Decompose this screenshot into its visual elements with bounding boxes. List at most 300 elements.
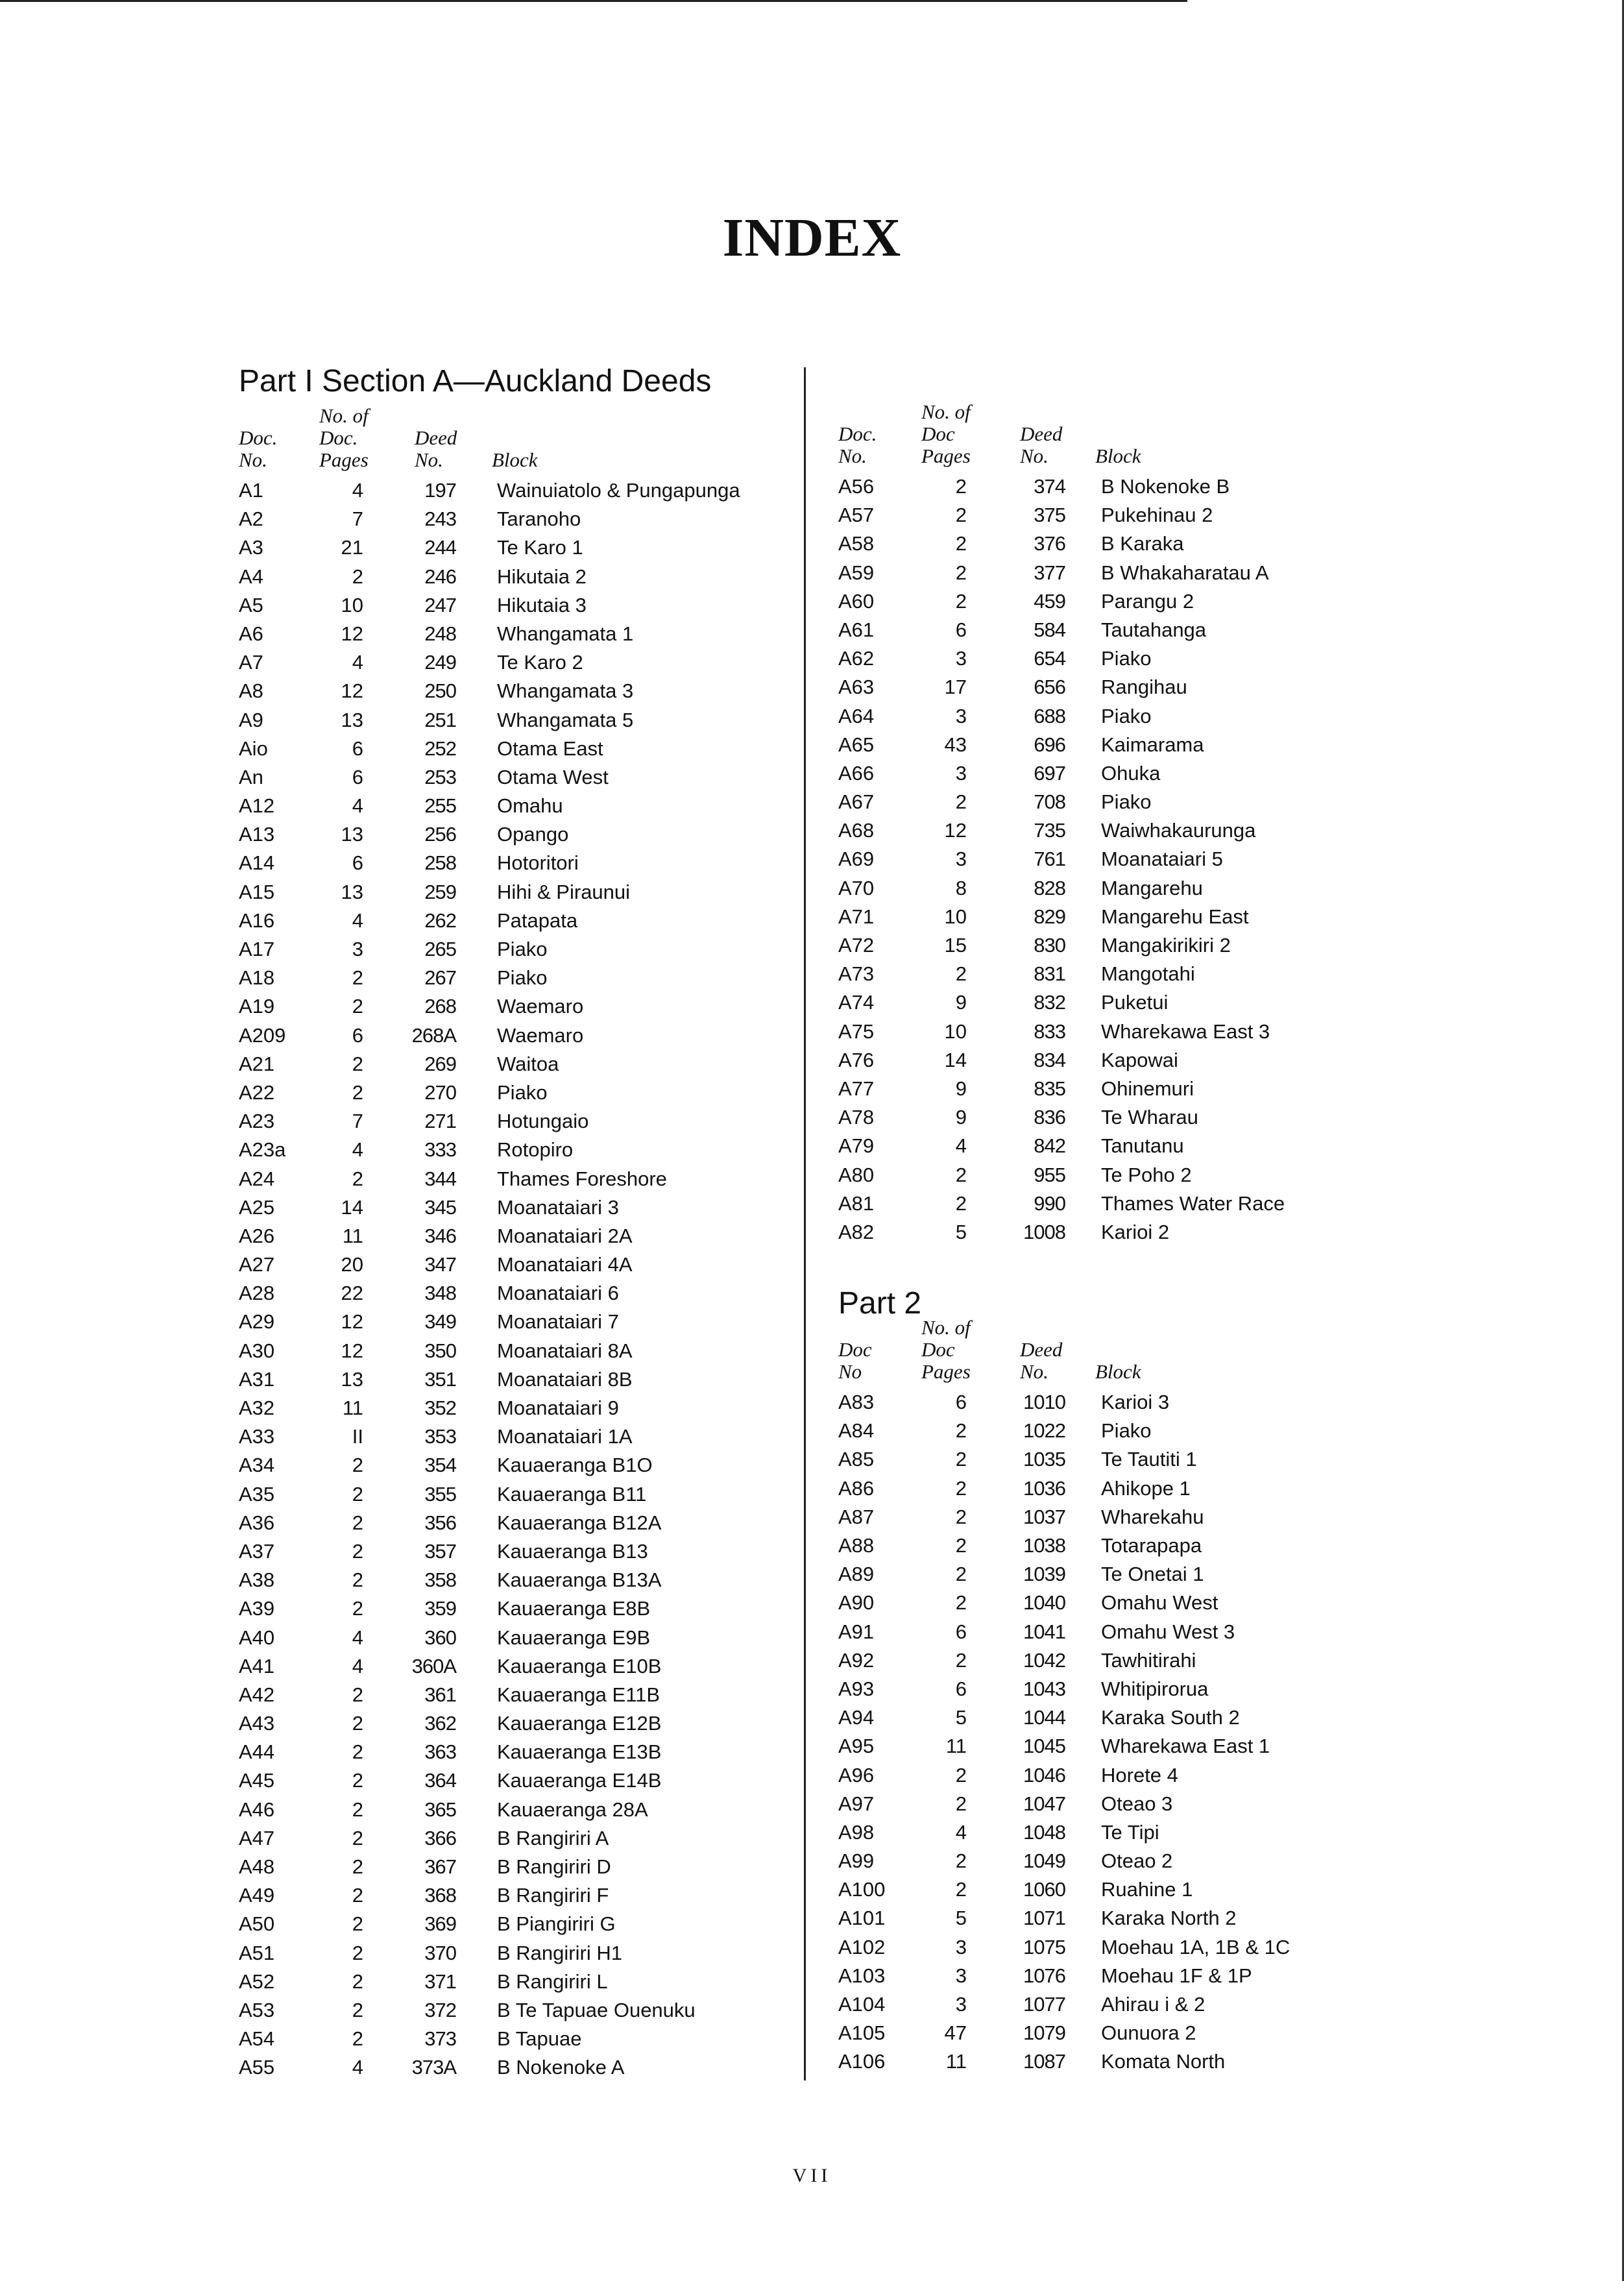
deed-number: 243 bbox=[424, 507, 456, 531]
deed-number: 268 bbox=[424, 995, 456, 1018]
table-row bbox=[838, 587, 1396, 616]
table-row bbox=[239, 1451, 797, 1480]
right-table-body bbox=[838, 472, 1396, 1247]
left-table-body bbox=[239, 476, 797, 2082]
block-name: Pukehinau 2 bbox=[1101, 504, 1213, 527]
table-row bbox=[239, 1107, 797, 1136]
doc-pages: 3 bbox=[955, 647, 967, 670]
block-name: Ohuka bbox=[1101, 761, 1161, 785]
table-row bbox=[838, 1589, 1396, 1617]
block-name: Piako bbox=[497, 1080, 548, 1104]
header-deed-no: Deed No. bbox=[415, 426, 457, 471]
header-block: Block bbox=[1095, 445, 1141, 467]
doc-number: A35 bbox=[239, 1482, 275, 1506]
deed-number: 1022 bbox=[1023, 1419, 1065, 1443]
doc-pages: 2 bbox=[955, 504, 967, 527]
block-name: Totarapapa bbox=[1101, 1534, 1202, 1557]
doc-number: A88 bbox=[838, 1534, 875, 1557]
doc-pages: 7 bbox=[352, 507, 363, 531]
block-name: Patapata bbox=[497, 909, 578, 932]
table-row bbox=[239, 1796, 797, 1824]
deed-number: 833 bbox=[1034, 1019, 1065, 1043]
table-row bbox=[239, 1566, 797, 1594]
block-name: Whangamata 5 bbox=[497, 708, 634, 731]
block-name: Kauaeranga E10B bbox=[497, 1654, 662, 1677]
doc-pages: 2 bbox=[955, 1476, 967, 1500]
deed-number: 459 bbox=[1034, 589, 1065, 613]
table-row bbox=[838, 2047, 1396, 2076]
block-name: Te Wharau bbox=[1101, 1106, 1198, 1129]
table-row bbox=[239, 1624, 797, 1652]
doc-number: A68 bbox=[838, 819, 875, 842]
doc-pages: 10 bbox=[341, 593, 363, 616]
doc-pages: 2 bbox=[352, 1884, 363, 1907]
block-name: Mangotahi bbox=[1101, 962, 1195, 986]
block-name: Ohinemuri bbox=[1101, 1077, 1194, 1100]
deed-number: 368 bbox=[424, 1884, 456, 1907]
deed-number: 348 bbox=[424, 1282, 456, 1305]
table-row bbox=[239, 820, 797, 849]
doc-pages: 2 bbox=[352, 1941, 363, 1964]
doc-pages: 2 bbox=[352, 1970, 363, 1993]
block-name: Waemaro bbox=[497, 995, 584, 1018]
deed-number: 350 bbox=[424, 1339, 456, 1362]
block-name: Kauaeranga B1O bbox=[497, 1454, 653, 1477]
doc-number: A62 bbox=[838, 647, 875, 670]
table-row bbox=[239, 792, 797, 820]
deed-number: 355 bbox=[424, 1482, 456, 1506]
doc-number: A36 bbox=[239, 1511, 275, 1534]
doc-number: A48 bbox=[239, 1855, 275, 1878]
block-name: Moanataiari 9 bbox=[497, 1397, 619, 1419]
table-row bbox=[239, 1594, 797, 1623]
deed-number: 1045 bbox=[1023, 1735, 1065, 1758]
table-row bbox=[838, 1933, 1396, 1962]
doc-pages: 12 bbox=[341, 1339, 363, 1362]
table-row bbox=[838, 1761, 1396, 1790]
doc-number: A33 bbox=[239, 1425, 275, 1448]
doc-pages: 2 bbox=[352, 1740, 363, 1764]
doc-number: A4 bbox=[239, 565, 263, 588]
doc-number: A103 bbox=[838, 1964, 886, 1987]
block-name: Moanataiari 8A bbox=[497, 1339, 633, 1362]
table-row bbox=[239, 1480, 797, 1509]
doc-number: A19 bbox=[239, 995, 275, 1018]
table-row bbox=[838, 702, 1396, 731]
column-divider bbox=[804, 367, 806, 2080]
deed-number: 252 bbox=[424, 737, 456, 760]
deed-number: 363 bbox=[424, 1740, 456, 1764]
deed-number: 1046 bbox=[1023, 1763, 1065, 1787]
header-block: Block bbox=[492, 448, 538, 471]
doc-number: A86 bbox=[838, 1476, 875, 1500]
doc-number: A46 bbox=[239, 1798, 275, 1821]
doc-number: A89 bbox=[838, 1563, 875, 1586]
block-name: Rangihau bbox=[1101, 676, 1187, 699]
doc-pages: 10 bbox=[944, 905, 967, 928]
table-row bbox=[239, 735, 797, 763]
block-name: B Rangiriri D bbox=[497, 1855, 611, 1878]
table-row bbox=[838, 2019, 1396, 2047]
block-name: Parangu 2 bbox=[1101, 589, 1194, 613]
block-name: Moanataiari 7 bbox=[497, 1310, 619, 1334]
doc-pages: 4 bbox=[352, 2056, 363, 2079]
table-row bbox=[838, 472, 1396, 501]
block-name: Piako bbox=[1101, 790, 1152, 814]
doc-pages: 6 bbox=[955, 618, 967, 641]
deed-number: 1040 bbox=[1023, 1591, 1065, 1615]
block-name: Karaka South 2 bbox=[1101, 1706, 1240, 1729]
doc-number: A2 bbox=[239, 507, 263, 531]
deed-number: 374 bbox=[1034, 475, 1065, 498]
header-deed-no: Deed No. bbox=[1020, 1338, 1063, 1384]
table-row bbox=[838, 1161, 1396, 1189]
doc-pages: 2 bbox=[352, 2027, 363, 2051]
doc-number: A105 bbox=[838, 2021, 886, 2045]
doc-number: A31 bbox=[239, 1367, 275, 1391]
table-row bbox=[838, 1046, 1396, 1075]
table-row bbox=[239, 1853, 797, 1881]
doc-number: A79 bbox=[838, 1134, 875, 1158]
block-name: Kauaeranga 28A bbox=[497, 1798, 648, 1821]
table-row bbox=[838, 1503, 1396, 1531]
doc-pages: 15 bbox=[944, 934, 967, 957]
block-name: Moanataiari 1A bbox=[497, 1425, 633, 1448]
deed-number: 333 bbox=[424, 1138, 456, 1162]
deed-number: 1049 bbox=[1023, 1849, 1065, 1873]
doc-pages: 3 bbox=[352, 938, 363, 960]
doc-number: A209 bbox=[239, 1023, 286, 1047]
deed-number: 344 bbox=[424, 1167, 456, 1190]
doc-number: Aio bbox=[239, 737, 268, 760]
doc-pages: 43 bbox=[944, 733, 967, 756]
doc-number: A45 bbox=[239, 1769, 275, 1792]
doc-pages: 2 bbox=[955, 1648, 967, 1672]
table-row bbox=[239, 591, 797, 620]
deed-number: 1010 bbox=[1023, 1391, 1065, 1414]
deed-number: 377 bbox=[1034, 561, 1065, 584]
block-name: Karioi 2 bbox=[1101, 1220, 1170, 1243]
doc-pages: 2 bbox=[955, 1448, 967, 1471]
doc-number: A43 bbox=[239, 1712, 275, 1735]
doc-number: A12 bbox=[239, 794, 275, 818]
table-row bbox=[838, 1818, 1396, 1847]
left-table-header bbox=[239, 405, 797, 476]
doc-pages: 17 bbox=[944, 676, 967, 699]
doc-pages: 2 bbox=[352, 1998, 363, 2021]
doc-pages: 2 bbox=[352, 1769, 363, 1792]
block-name: B Rangiriri A bbox=[497, 1826, 609, 1849]
header-doc-pages: No. of Doc Pages bbox=[921, 400, 971, 467]
doc-pages: 14 bbox=[944, 1048, 967, 1071]
doc-pages: 2 bbox=[955, 1534, 967, 1557]
doc-pages: 2 bbox=[955, 1878, 967, 1901]
doc-number: A85 bbox=[838, 1448, 875, 1471]
table-row bbox=[838, 1847, 1396, 1875]
doc-pages: 4 bbox=[955, 1820, 967, 1844]
doc-number: A87 bbox=[838, 1505, 875, 1528]
block-name: B Rangiriri F bbox=[497, 1884, 609, 1907]
deed-number: 267 bbox=[424, 966, 456, 990]
block-name: B Te Tapuae Ouenuku bbox=[497, 1998, 696, 2021]
doc-number: A9 bbox=[239, 708, 263, 731]
doc-number: A65 bbox=[838, 733, 875, 756]
deed-number: 360 bbox=[424, 1626, 456, 1649]
block-name: Te Onetai 1 bbox=[1101, 1563, 1204, 1586]
doc-pages: 8 bbox=[955, 876, 967, 899]
doc-number: A60 bbox=[838, 589, 875, 613]
table-row bbox=[239, 1509, 797, 1537]
table-row bbox=[239, 1996, 797, 2025]
doc-number: A94 bbox=[838, 1706, 875, 1729]
doc-pages: 11 bbox=[945, 2050, 967, 2073]
table-row bbox=[239, 1422, 797, 1451]
table-row bbox=[239, 1652, 797, 1681]
table-row bbox=[239, 1824, 797, 1853]
table-row bbox=[239, 935, 797, 964]
block-name: Moehau 1A, 1B & 1C bbox=[1101, 1935, 1291, 1958]
doc-number: A74 bbox=[838, 991, 875, 1014]
block-name: B Piangiriri G bbox=[497, 1912, 616, 1936]
deed-number: 268A bbox=[411, 1023, 456, 1047]
block-name: Kauaeranga E14B bbox=[497, 1769, 662, 1792]
part2-table-header bbox=[838, 1316, 1396, 1388]
block-name: Kauaeranga B13 bbox=[497, 1539, 648, 1563]
table-row bbox=[239, 1681, 797, 1709]
doc-pages: 2 bbox=[955, 475, 967, 498]
block-name: B Karaka bbox=[1101, 532, 1184, 555]
block-name: Tanutanu bbox=[1101, 1134, 1184, 1158]
block-name: Moanataiari 8B bbox=[497, 1367, 633, 1391]
deed-number: 354 bbox=[424, 1454, 456, 1477]
deed-number: 828 bbox=[1034, 876, 1065, 899]
deed-number: 269 bbox=[424, 1052, 456, 1075]
block-name: Waemaro bbox=[497, 1023, 584, 1047]
doc-number: A100 bbox=[838, 1878, 886, 1901]
doc-pages: 2 bbox=[352, 1855, 363, 1878]
deed-number: 346 bbox=[424, 1224, 456, 1247]
table-row bbox=[239, 563, 797, 591]
doc-number: A70 bbox=[838, 876, 875, 899]
doc-number: A73 bbox=[838, 962, 875, 986]
table-row bbox=[838, 1904, 1396, 1933]
table-row bbox=[239, 706, 797, 735]
table-row bbox=[838, 673, 1396, 701]
doc-number: A57 bbox=[838, 504, 875, 527]
page-top-border bbox=[0, 0, 1187, 2]
table-row bbox=[239, 964, 797, 992]
table-row bbox=[239, 1881, 797, 1910]
block-name: Oteao 3 bbox=[1101, 1792, 1173, 1815]
doc-pages: 11 bbox=[342, 1397, 363, 1419]
block-name: B Nokenoke B bbox=[1101, 475, 1230, 498]
doc-number: A55 bbox=[239, 2056, 275, 2079]
table-row bbox=[239, 1968, 797, 1996]
doc-pages: 12 bbox=[341, 679, 363, 703]
table-row bbox=[239, 878, 797, 907]
table-row bbox=[838, 1560, 1396, 1589]
doc-number: A92 bbox=[838, 1648, 875, 1672]
table-row bbox=[239, 1910, 797, 1938]
deed-number: 262 bbox=[424, 909, 456, 932]
doc-pages: 2 bbox=[955, 1563, 967, 1586]
doc-number: A61 bbox=[838, 618, 875, 641]
part2-heading: Part 2 bbox=[838, 1286, 922, 1321]
doc-pages: 6 bbox=[352, 765, 363, 788]
block-name: Mangakirikiri 2 bbox=[1101, 934, 1231, 957]
doc-pages: 4 bbox=[352, 651, 363, 674]
deed-number: 1079 bbox=[1023, 2021, 1065, 2045]
block-name: Te Tautiti 1 bbox=[1101, 1448, 1197, 1471]
doc-number: A44 bbox=[239, 1740, 275, 1764]
doc-number: A28 bbox=[239, 1282, 275, 1305]
block-name: Whangamata 1 bbox=[497, 622, 634, 645]
table-row bbox=[838, 988, 1396, 1017]
doc-number: A3 bbox=[239, 536, 263, 559]
doc-number: A56 bbox=[838, 475, 875, 498]
deed-number: 1076 bbox=[1023, 1964, 1065, 1987]
block-name: Te Karo 2 bbox=[497, 651, 583, 674]
doc-number: An bbox=[239, 765, 263, 788]
header-deed-no: Deed No. bbox=[1020, 422, 1063, 467]
doc-pages: 2 bbox=[352, 1454, 363, 1477]
doc-pages: 3 bbox=[955, 1964, 967, 1987]
deed-number: 250 bbox=[424, 679, 456, 703]
doc-pages: 6 bbox=[352, 737, 363, 760]
block-name: B Tapuae bbox=[497, 2027, 582, 2051]
page-title: INDEX bbox=[722, 208, 902, 268]
doc-pages: II bbox=[352, 1425, 363, 1448]
doc-pages: 4 bbox=[352, 794, 363, 818]
block-name: B Rangiriri L bbox=[497, 1970, 608, 1993]
deed-number: 358 bbox=[424, 1568, 456, 1592]
table-row bbox=[239, 1165, 797, 1193]
doc-number: A95 bbox=[838, 1735, 875, 1758]
doc-number: A78 bbox=[838, 1106, 875, 1129]
deed-number: 831 bbox=[1034, 962, 1065, 986]
deed-number: 359 bbox=[424, 1597, 456, 1620]
table-row bbox=[838, 616, 1396, 644]
doc-number: A37 bbox=[239, 1539, 275, 1563]
doc-pages: 2 bbox=[955, 790, 967, 814]
table-row bbox=[239, 907, 797, 935]
doc-number: A17 bbox=[239, 938, 275, 960]
table-row bbox=[838, 816, 1396, 845]
block-name: Piako bbox=[1101, 1419, 1152, 1443]
block-name: Mangarehu bbox=[1101, 876, 1203, 899]
doc-pages: 13 bbox=[341, 708, 363, 731]
deed-number: 842 bbox=[1034, 1134, 1065, 1158]
doc-number: A80 bbox=[838, 1163, 875, 1186]
doc-number: A18 bbox=[239, 966, 275, 990]
block-name: Kauaeranga E9B bbox=[497, 1626, 651, 1649]
table-row bbox=[239, 2025, 797, 2053]
part1-heading: Part I Section A—Auckland Deeds bbox=[239, 364, 712, 398]
table-row bbox=[838, 530, 1396, 558]
doc-pages: 6 bbox=[955, 1620, 967, 1643]
doc-number: A69 bbox=[838, 848, 875, 871]
doc-number: A50 bbox=[239, 1912, 275, 1936]
block-name: Piako bbox=[497, 938, 548, 960]
doc-pages: 2 bbox=[352, 1712, 363, 1735]
doc-pages: 7 bbox=[352, 1110, 363, 1133]
block-name: Moanataiari 6 bbox=[497, 1282, 619, 1305]
doc-number: A67 bbox=[838, 790, 875, 814]
table-row bbox=[838, 731, 1396, 759]
doc-number: A101 bbox=[838, 1907, 886, 1930]
deed-number: 761 bbox=[1034, 848, 1065, 871]
deed-number: 836 bbox=[1034, 1106, 1065, 1129]
deed-number: 835 bbox=[1034, 1077, 1065, 1100]
doc-number: A24 bbox=[239, 1167, 275, 1190]
doc-number: A64 bbox=[838, 704, 875, 727]
block-name: Hotoritori bbox=[497, 851, 579, 875]
table-row bbox=[239, 763, 797, 792]
doc-pages: 2 bbox=[352, 1912, 363, 1936]
doc-pages: 12 bbox=[341, 622, 363, 645]
deed-number: 362 bbox=[424, 1712, 456, 1735]
block-name: Thames Foreshore bbox=[497, 1167, 667, 1190]
doc-number: A96 bbox=[838, 1763, 875, 1787]
doc-number: A23a bbox=[239, 1138, 286, 1162]
deed-number: 829 bbox=[1034, 905, 1065, 928]
doc-pages: 4 bbox=[352, 909, 363, 932]
table-row bbox=[838, 1218, 1396, 1247]
deed-number: 360A bbox=[411, 1654, 456, 1677]
doc-pages: 20 bbox=[341, 1253, 363, 1276]
block-name: Hikutaia 3 bbox=[497, 593, 587, 616]
doc-pages: 2 bbox=[955, 1792, 967, 1815]
header-doc-no: Doc. No. bbox=[239, 426, 278, 471]
block-name: Waitoa bbox=[497, 1052, 559, 1075]
deed-number: 246 bbox=[424, 565, 456, 588]
deed-number: 244 bbox=[424, 536, 456, 559]
doc-pages: 2 bbox=[955, 561, 967, 584]
doc-pages: 13 bbox=[341, 880, 363, 903]
table-row bbox=[239, 476, 797, 505]
deed-number: 356 bbox=[424, 1511, 456, 1534]
doc-pages: 5 bbox=[955, 1220, 967, 1243]
block-name: Ounuora 2 bbox=[1101, 2021, 1196, 2045]
doc-pages: 47 bbox=[944, 2021, 967, 2045]
block-name: B Rangiriri H1 bbox=[497, 1941, 622, 1964]
table-row bbox=[239, 1766, 797, 1795]
doc-pages: 13 bbox=[341, 823, 363, 846]
table-row bbox=[838, 1875, 1396, 1904]
deed-number: 955 bbox=[1034, 1163, 1065, 1186]
doc-number: A91 bbox=[838, 1620, 875, 1643]
doc-pages: 6 bbox=[955, 1677, 967, 1700]
deed-number: 365 bbox=[424, 1798, 456, 1821]
block-name: Omahu West bbox=[1101, 1591, 1218, 1615]
table-row bbox=[838, 1962, 1396, 1990]
header-doc-pages: No. of Doc. Pages bbox=[319, 404, 369, 471]
doc-pages: 2 bbox=[352, 1798, 363, 1821]
doc-pages: 12 bbox=[341, 1310, 363, 1334]
doc-pages: 22 bbox=[341, 1282, 363, 1305]
block-name: Mangarehu East bbox=[1101, 905, 1249, 928]
header-block: Block bbox=[1095, 1360, 1141, 1384]
block-name: Horete 4 bbox=[1101, 1763, 1178, 1787]
doc-number: A32 bbox=[239, 1397, 275, 1419]
doc-pages: 2 bbox=[352, 565, 363, 588]
table-row bbox=[239, 1365, 797, 1394]
doc-pages: 2 bbox=[955, 532, 967, 555]
deed-number: 357 bbox=[424, 1539, 456, 1563]
doc-number: A5 bbox=[239, 593, 263, 616]
block-name: Piako bbox=[497, 966, 548, 990]
table-row bbox=[239, 1394, 797, 1422]
